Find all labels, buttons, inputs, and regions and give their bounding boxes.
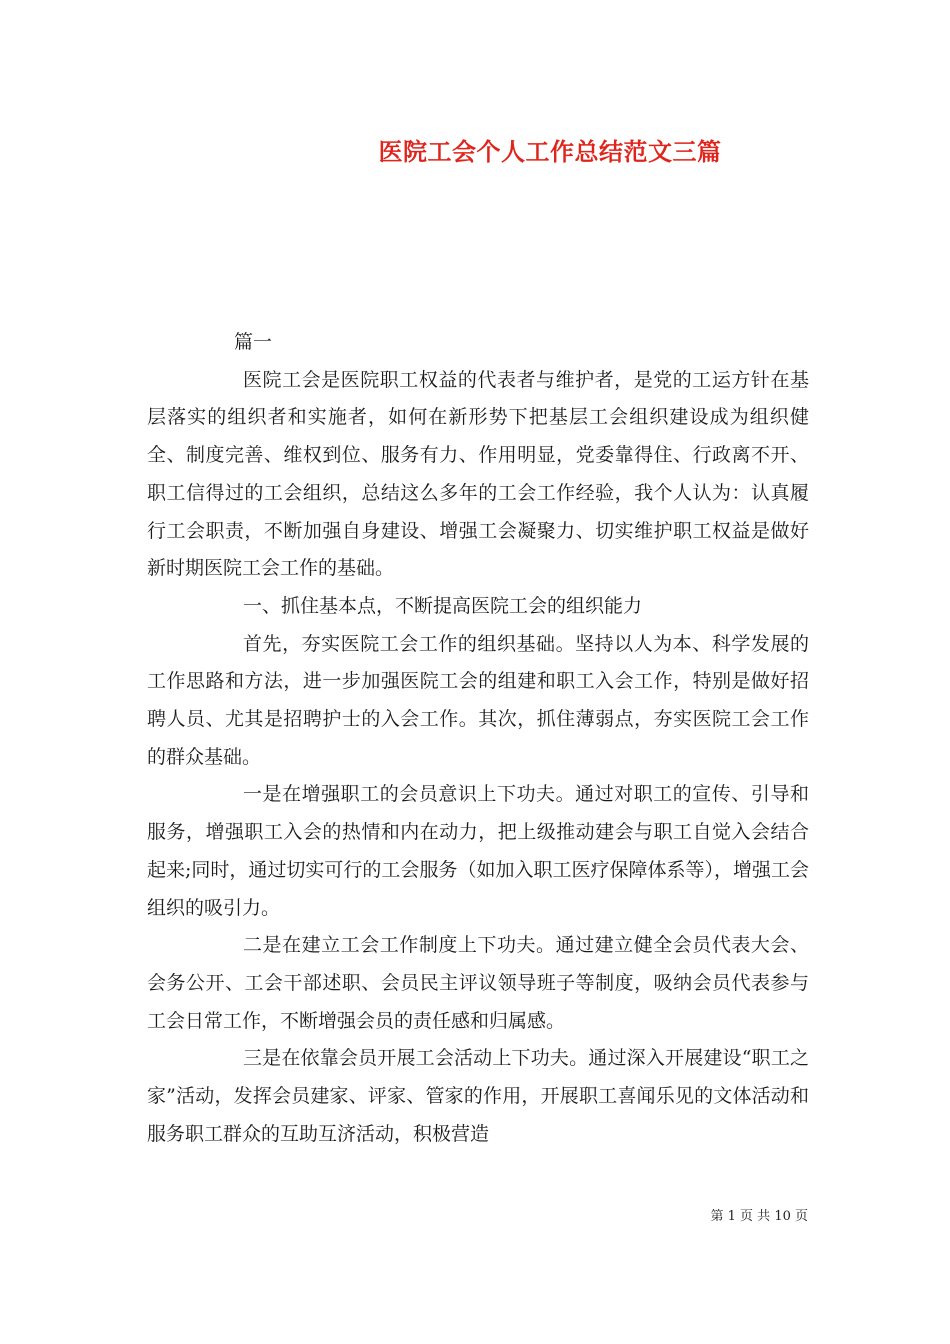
paragraph-intro: 医院工会是医院职工权益的代表者与维护者，是党的工运方针在基层落实的组织者和实施者，如何在新形势下把基层工会组织建设成为组织健全、制度完善、维权到位、服务有力、作用明显，党委靠得住、行政离不开、职工信得过的工会组织，总结这么多年的工会工作经验，我个人认为：认真履行工会职责，不断加强自身建设、增强工会凝聚力、切实维护职工权益是做好新时期医院工会工作的基础。 [147,368,809,580]
page-number-footer: 第 1 页 共 10 页 [710,1209,808,1224]
paragraph-point-two: 二是在建立工会工作制度上下功夫。通过建立健全会员代表大会、会务公开、工会干部述职、会员民主评议领导班子等制度，吸纳会员代表参与工会日常工作，不断增强会员的责任感和归属感。 [147,934,809,1032]
paragraph-point-three: 三是在依靠会员开展工会活动上下功夫。通过深入开展建设“职工之家”活动，发挥会员建家、评家、管家的作用，开展职工喜闻乐见的文体活动和服务职工群众的互助互济活动，积极营造 [147,1047,809,1145]
document-title: 医院工会个人工作总结范文三篇 [378,137,722,166]
paragraph-first: 首先，夯实医院工会工作的组织基础。坚持以人为本、科学发展的工作思路和方法，进一步加强医院工会的组建和职工入会工作，特别是做好招聘人员、尤其是招聘护士的入会工作。其次，抓住薄弱点，夯实医院工会工作的群众基础。 [147,632,809,768]
section-label: 篇一 [234,331,273,353]
document-body [147,324,809,1153]
paragraph-point-one: 一是在增强职工的会员意识上下功夫。通过对职工的宣传、引导和服务，增强职工入会的热情和内在动力，把上级推动建会与职工自觉入会结合起来;同时，通过切实可行的工会服务（如加入职工医疗保障体系等），增强工会组织的吸引力。 [147,783,809,919]
heading-section-one: 一、抓住基本点，不断提高医院工会的组织能力 [243,594,643,617]
